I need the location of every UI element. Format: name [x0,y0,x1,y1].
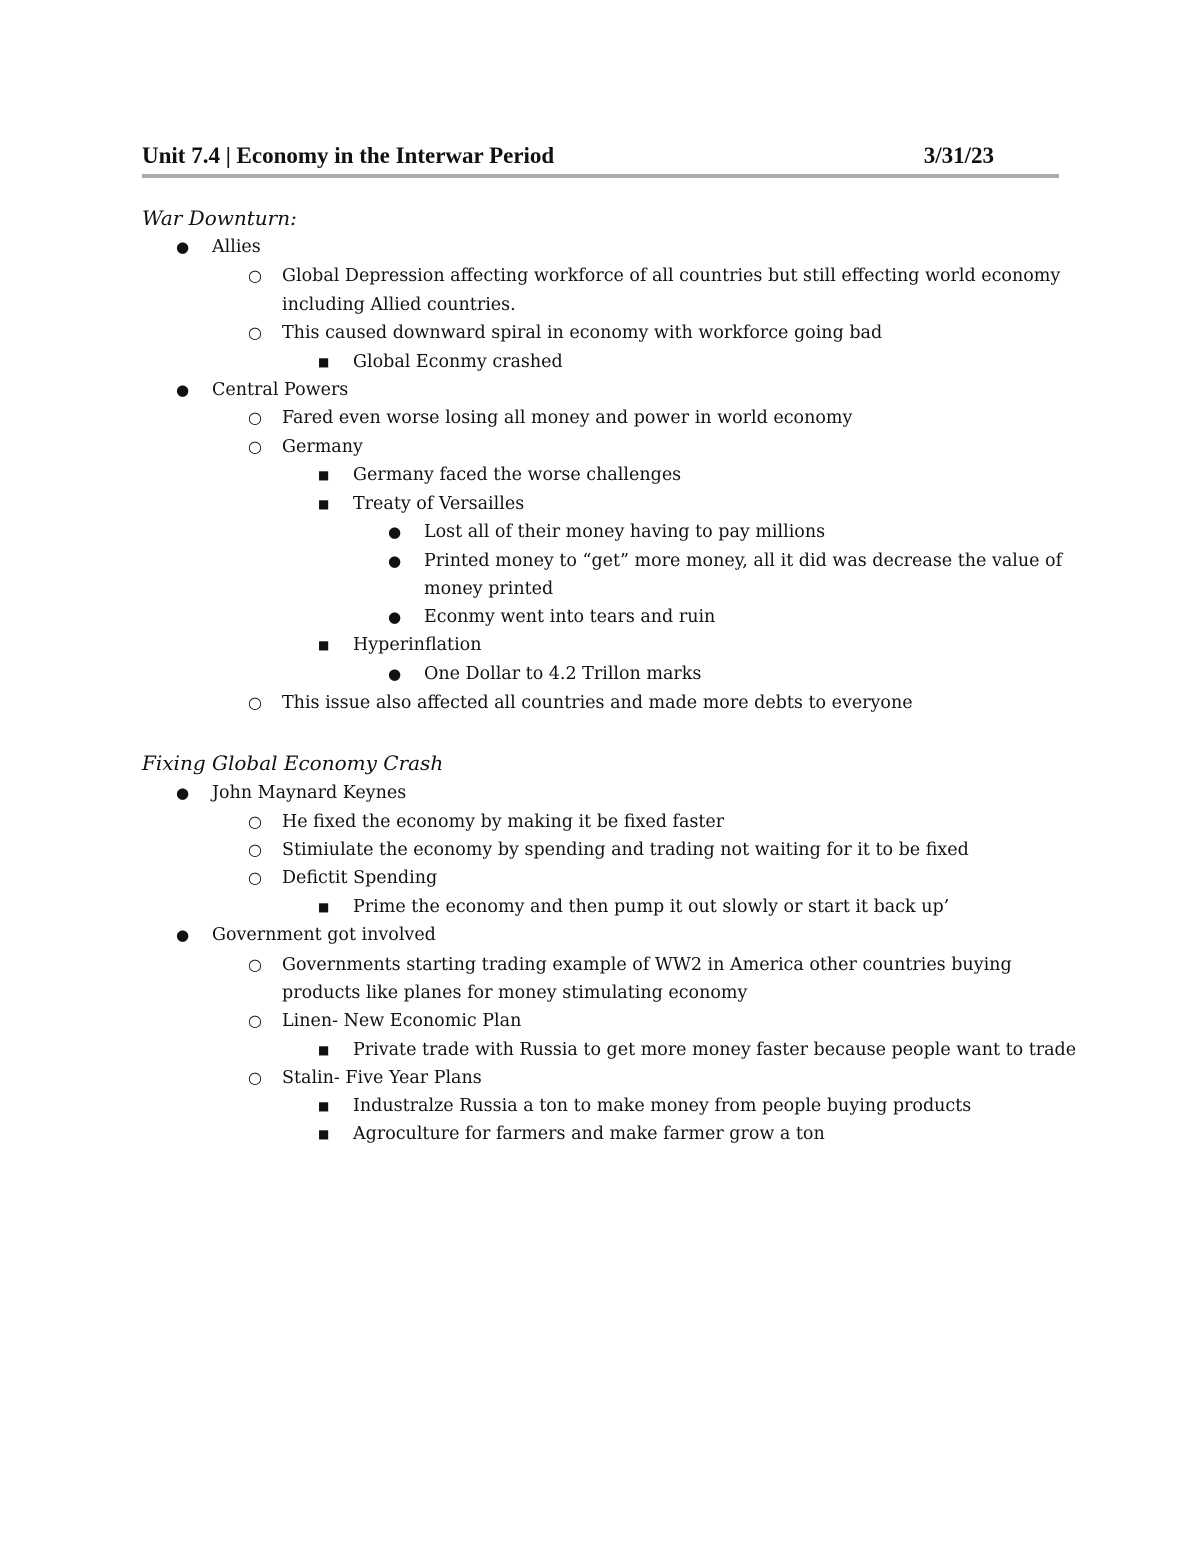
bullet-marker: ○ [248,693,262,712]
list-item: This issue also affected all countries and made more debts to everyone [282,693,913,713]
bullet-marker: ○ [248,266,262,285]
bullet-marker: ● [176,926,190,944]
list-item-continuation: money printed [424,579,554,599]
list-item: Global Depression affecting workforce of all countries but still effecting world economy [282,266,1061,286]
list-item: He fixed the economy by making it be fixed faster [282,812,725,832]
list-item: Stalin- Five Year Plans [282,1068,482,1088]
bullet-marker: ■ [318,497,330,511]
bullet-marker: ○ [248,323,262,342]
list-item: Germany faced the worse challenges [353,465,682,485]
list-item: Global Econmy crashed [353,352,563,372]
bullet-marker: ■ [318,900,330,914]
list-item: Hyperinflation [353,635,482,655]
list-item: Government got involved [212,925,436,945]
section-title-fixing-global-economy: Fixing Global Economy Crash [142,751,444,775]
bullet-marker: ● [388,552,402,570]
bullet-marker: ■ [318,1099,330,1113]
list-item-continuation: including Allied countries. [282,295,516,315]
document-header [142,141,994,175]
list-item: Private trade with Russia to get more money faster because people want to trade [353,1040,1077,1060]
bullet-marker: ● [388,608,402,626]
bullet-marker: ○ [248,812,262,831]
bullet-marker: ● [388,523,402,541]
bullet-marker: ○ [248,840,262,859]
bullet-marker: ■ [318,1127,330,1141]
list-item: Agroculture for farmers and make farmer grow a ton [353,1124,825,1144]
list-item: Allies [212,237,261,257]
bullet-marker: ○ [248,868,262,887]
bullet-marker: ■ [318,355,330,369]
bullet-marker: ○ [248,1011,262,1030]
list-item: Stimiulate the economy by spending and trading not waiting for it to be fixed [282,840,969,860]
list-item: One Dollar to 4.2 Trillon marks [424,664,702,684]
list-item: Lost all of their money having to pay millions [424,522,826,542]
list-item: Econmy went into tears and ruin [424,607,716,627]
bullet-marker: ○ [248,955,262,974]
list-item-continuation: products like planes for money stimulating economy [282,983,748,1003]
list-item: Linen- New Economic Plan [282,1011,522,1031]
bullet-marker: ■ [318,638,330,652]
bullet-marker: ■ [318,1043,330,1057]
list-item: Printed money to “get” more money, all it did was decrease the value of [424,551,1063,571]
list-item: Prime the economy and then pump it out slowly or start it back up’ [353,897,950,917]
bullet-marker: ● [388,665,402,683]
bullet-marker: ● [176,238,190,256]
page-date: 3/31/23 [923,143,994,168]
page-title: Unit 7.4 | Economy in the Interwar Period [142,143,555,168]
bullet-marker: ■ [318,468,330,482]
list-item: Industralze Russia a ton to make money from people buying products [353,1096,972,1116]
bullet-marker: ● [176,381,190,399]
list-item: This caused downward spiral in economy with workforce going bad [282,323,883,343]
bullet-marker: ○ [248,437,262,456]
list-item: John Maynard Keynes [212,783,407,803]
header-divider [142,174,1059,178]
list-item: Treaty of Versailles [353,494,525,514]
bullet-marker: ● [176,784,190,802]
list-item: Defictit Spending [282,868,438,888]
list-item: Governments starting trading example of WW2 in America other countries buying [282,955,1012,975]
section-title-war-downturn: War Downturn: [142,206,297,230]
bullet-marker: ○ [248,1068,262,1087]
list-item: Fared even worse losing all money and power in world economy [282,408,853,428]
list-item: Central Powers [212,380,349,400]
bullet-marker: ○ [248,408,262,427]
list-item: Germany [282,437,363,457]
